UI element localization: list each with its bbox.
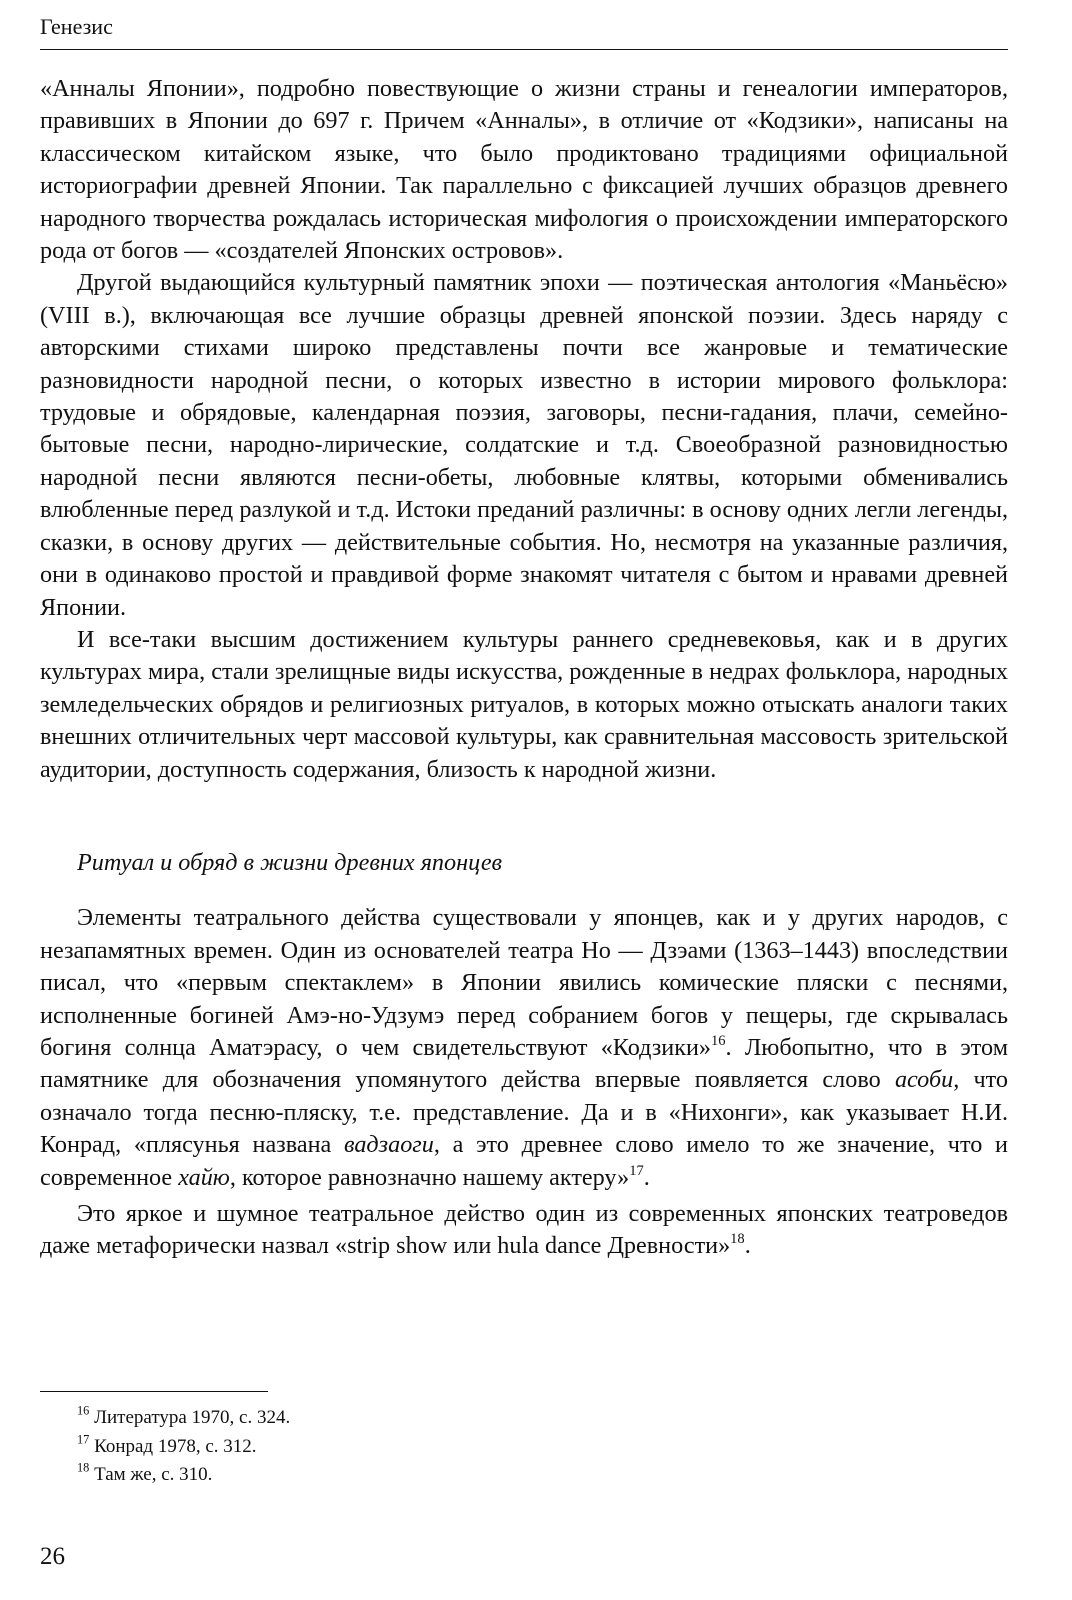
paragraph <box>40 73 1008 267</box>
section-title: Ритуал и обряд в жизни древних японцев <box>77 848 503 876</box>
paragraph <box>40 1198 1008 1263</box>
text-run: . <box>744 1232 751 1260</box>
text-run: . <box>643 1163 650 1191</box>
footnote <box>77 1404 290 1433</box>
footnote-ref: 18 <box>730 1231 745 1248</box>
paragraph <box>40 267 1008 623</box>
footnote-rule <box>40 1391 268 1392</box>
text-run: Элементы театрального действа существовали у японцев, как и у других народов, с незапамятных времен. Один из основателей театра Но — Дзэами (1363–1443) впоследствии писал, что «первым спектаклем» в Японии явились комические пляски с песнями, исполненные богиней Амэ-но-Удзумэ перед собранием богов у пещеры, где скрывалась богиня солнца Аматэрасу, о чем свидетельствуют «Кодзики» <box>40 904 1008 1061</box>
text-run: , а это древнее слово имело то же значение, что и современное <box>40 1131 1008 1191</box>
footnote-ref: 17 <box>629 1162 644 1179</box>
footnote-text: Конрад 1978, с. 312. <box>94 1435 257 1457</box>
italic-term: асоби <box>894 1066 954 1094</box>
page-number: 26 <box>40 1543 65 1570</box>
text-run: Другой выдающийся культурный памятник эпохи — поэтическая антология «Маньёсю» (VIII в.), включающая все лучшие образцы древней японской поэзии. Здесь наряду с авторскими стихами широко представлены почти все жанровые и тематические разновидности народной песни, о которых известно в истории мирового фольклора: трудовые и обрядовые, календарная поэзия, заговоры, песни-гадания, плачи, семейно-бытовые песни, народно-лирические, солдатские и т.д. Своеобразной разновидностью народной песни являются песни-обеты, любовные клятвы, которыми обменивались влюбленные перед разлукой и т.д. Истоки преданий различны: в основу одних легли легенды, сказки, в основу других — действительные события. Но, несмотря на указанные различия, они в одинаково простой и правдивой форме знакомят читателя с бытом и нравами древней Японии. <box>40 269 1008 621</box>
paragraph <box>40 624 1008 786</box>
footnote-text: Там же, с. 310. <box>94 1464 213 1485</box>
footnote-number: 17 <box>77 1431 90 1446</box>
body-text <box>40 73 1008 1263</box>
footnote-ref: 16 <box>711 1032 726 1049</box>
text-run: Это яркое и шумное театральное действо один из современных японских театроведов даже метафорически назвал «strip show или hula dance Древности» <box>40 1200 1008 1260</box>
text-run: И все-таки высшим достижением культуры раннего средневековья, как и в других культурах мира, стали зрелищные виды искусства, рожденные в недрах фольклора, народных земледельческих обрядов и религиозных ритуалов, в которых можно отыскать аналоги таких внешних отличительных черт массовой культуры, как сравнительная массовость зрительской аудитории, доступность содержания, близость к народной жизни. <box>40 625 1008 783</box>
text-run: , что означало тогда песню-пляску, т.е. представление. Да и в «Нихонги», как указывает Н.И. Конрад, «плясунья названа <box>40 1066 1009 1159</box>
footnote-text: Литература 1970, с. 324. <box>94 1407 291 1428</box>
paragraph <box>40 902 1008 1194</box>
footnote <box>77 1461 290 1490</box>
text-run: «Анналы Японии», подробно повествующие о жизни страны и генеалогии императоров, правивших в Японии до 697 г. Причем «Анналы», в отличие от «Кодзики», написаны на классическом китайском языке, что было продиктовано традициями официальной историографии древней Японии. Так параллельно с фиксацией лучших образцов древнего народного творчества рождалась историческая мифология о происхождении императорского рода от богов — «создателей Японских островов». <box>40 75 1008 265</box>
footnote <box>77 1433 290 1462</box>
italic-term: хайю <box>178 1163 230 1191</box>
footnote-number: 16 <box>77 1403 90 1418</box>
text-run: , которое равнозначно нашему актеру» <box>229 1163 630 1191</box>
footnote-number: 18 <box>77 1460 90 1475</box>
footnotes <box>77 1404 290 1490</box>
italic-term: вадзаоги <box>344 1131 434 1159</box>
running-head: Генезис <box>40 14 113 39</box>
text-run: . Любопытно, что в этом памятнике для обозначения упомянутого действа впервые появляется слово <box>40 1033 1009 1094</box>
header-rule <box>40 49 1008 50</box>
